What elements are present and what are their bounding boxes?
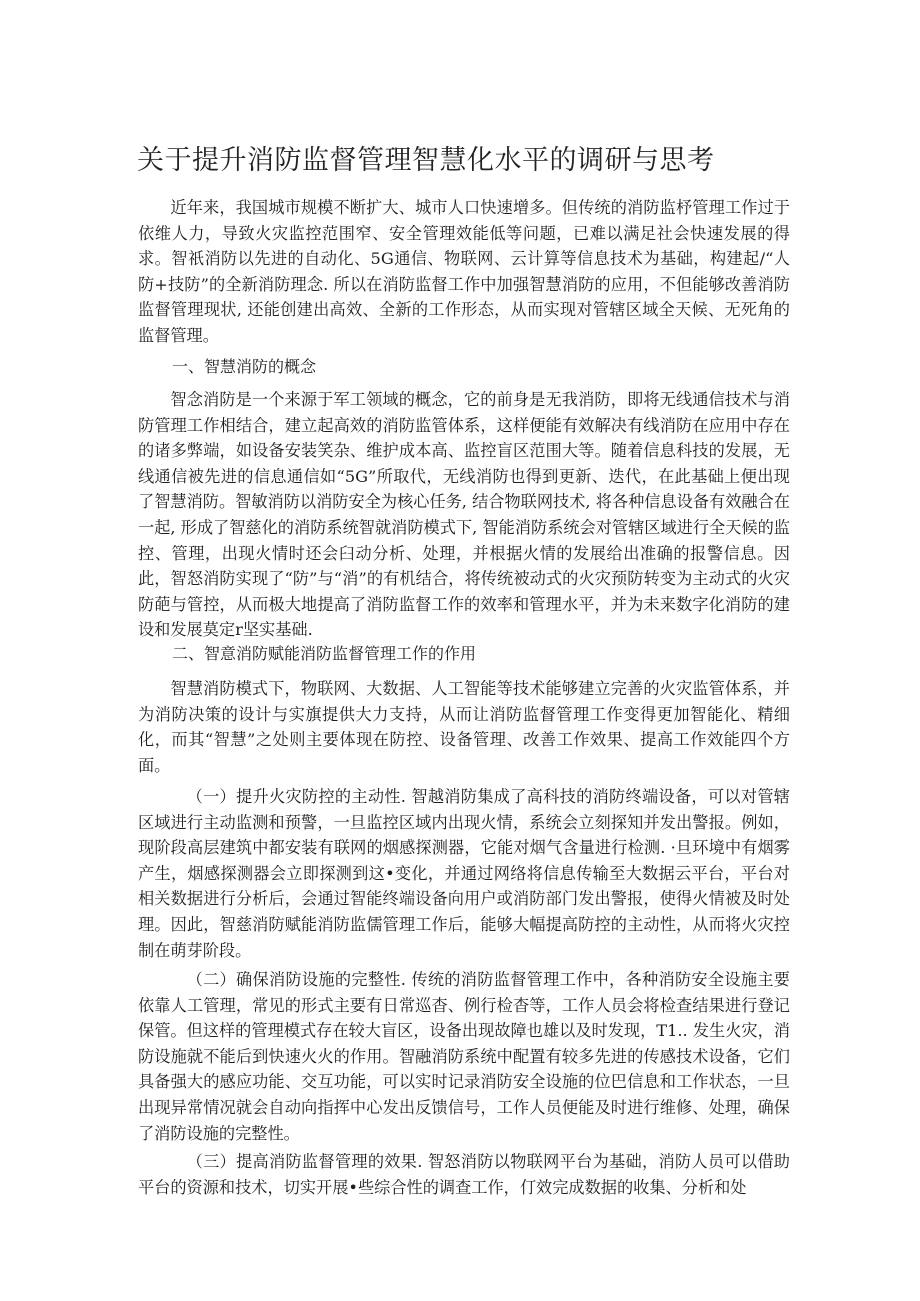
section2-paragraph: 智慧消防模式下，物联网、大数据、人工智能等技术能够建立完善的火灾监管体系，并为消防决策的设计与实旗提供大力支持，从而让消防监督管理工作变得更加智能化、精细化，而其“智慧”之处则主要体现在防控、设备管理、改善工作效果、提高工作效能四个方面。 [138,679,790,775]
section-heading-1: 一、智慧消防的概念 [172,357,317,376]
subsection-1-paragraph: （一）提升火灾防控的主动性. 智越消防集成了高科技的消防终端设备，可以对管辖区域进行主动监测和预警，一旦监控区域内出现火情，系统会立刻探知并发出警报。例如，现阶段高层建筑中都安装有联网的烟感探测器，它能对烟气含量进行检测. ·旦环境中有烟雾产生，烟感探测器会立即探测到这•变化，并通过网络将信息传输至大数据云平台，平台对相关数据进行分析后，会通过智能终端设备向用户或消防部门发出警报，使得火情被及时处理。因此，智慈消防赋能消防监儒管理工作后，能够大幅提高防控的主动性，从而将火灾控制在萌芽阶段。 [138,787,790,960]
subsection-2-paragraph: （二）确保消防设施的完整性. 传统的消防监督管理工作中，各种消防安全设施主要依靠人工管理，常见的形式主要有日常巡杳、例行检杳等，工作人员会将检查结果进行登记保管。但这样的管理模式存在较大盲区，设备出现故障也雄以及时发现，T1.. 发生火灾，消防设施就不能后到快速火火的作用。智融消防系统中配置有较多先进的传感技术设备，它们具备强大的感应功能、交互功能，可以实时记录消防安全设施的位巴信息和工作状态，一旦出现异常情况就会自动向指挥中心发出反馈信号，工作人员便能及时进行维修、处理，确保了消防设施的完整性。 [138,970,790,1143]
document-title: 关于提升消防监督管理智慧化水平的调研与思考 [137,145,715,176]
intro-paragraph: 近年来，我国城市规模不断扩大、城市人口快速增多。但传统的消防监杼管理工作过于依维人力，导致火灾监控范围窄、安全管理效能低等问题，已难以满足社会快速发展的得求。智祇消防以先进的自动化、5G通信、物联网、云计算等信息技术为基础，构建起/“人防+技防”的全新消防理念. 所以在消防监督工作中加强智慧消防的应用，不但能够改善消防监督管理现状, 还能创建出高效、全新的工作形态，从而实现对管辖区域全天候、无死角的监督管理。 [138,198,790,345]
subsection-3-paragraph: （三）提高消防监督管理的效果. 智怒消防以物联网平台为基础，消防人员可以借助平台的资源和技术，切实开展•些综合性的调查工作，仃效完成数据的收集、分析和处 [138,1152,790,1197]
section1-paragraph: 智念消防是一个来源于军工领域的概念，它的前身是无我消防，即将无线通信技术与消防管理工作相结合，建立起高效的消防监管体系，这样便能有效解决有线消防在应用中存在的诸多弊端，如设备安装笑杂、维护成本高、监控盲区范围大等。随着信息科技的发展，无线通信被先进的信息通信如“5G”所取代，无线消防也得到更新、迭代，在此基础上便出现了智慧消防。智敏消防以消防安全为核心任务, 结合物联网技术, 将各种信息设备有效融合在一起, 形成了智慈化的消防系统智就消防模式下, 智能消防系统会对管辖区域进行全天候的监控、管理，出现火情时还会臼动分析、处理，并根据火情的发展给出准确的报警信息。因此，智怒消防实现了“防”与“消”的有机结合，将传统被动式的火灾预防转变为主动式的火灾防葩与管控，从而极大地提高了消防监督工作的效率和管理水平，并为未来数字化消防的建设和发展莫定r坚实基础. [138,390,790,640]
section-heading-2: 二、智意消防赋能消防监督管理工作的作用 [172,644,477,663]
